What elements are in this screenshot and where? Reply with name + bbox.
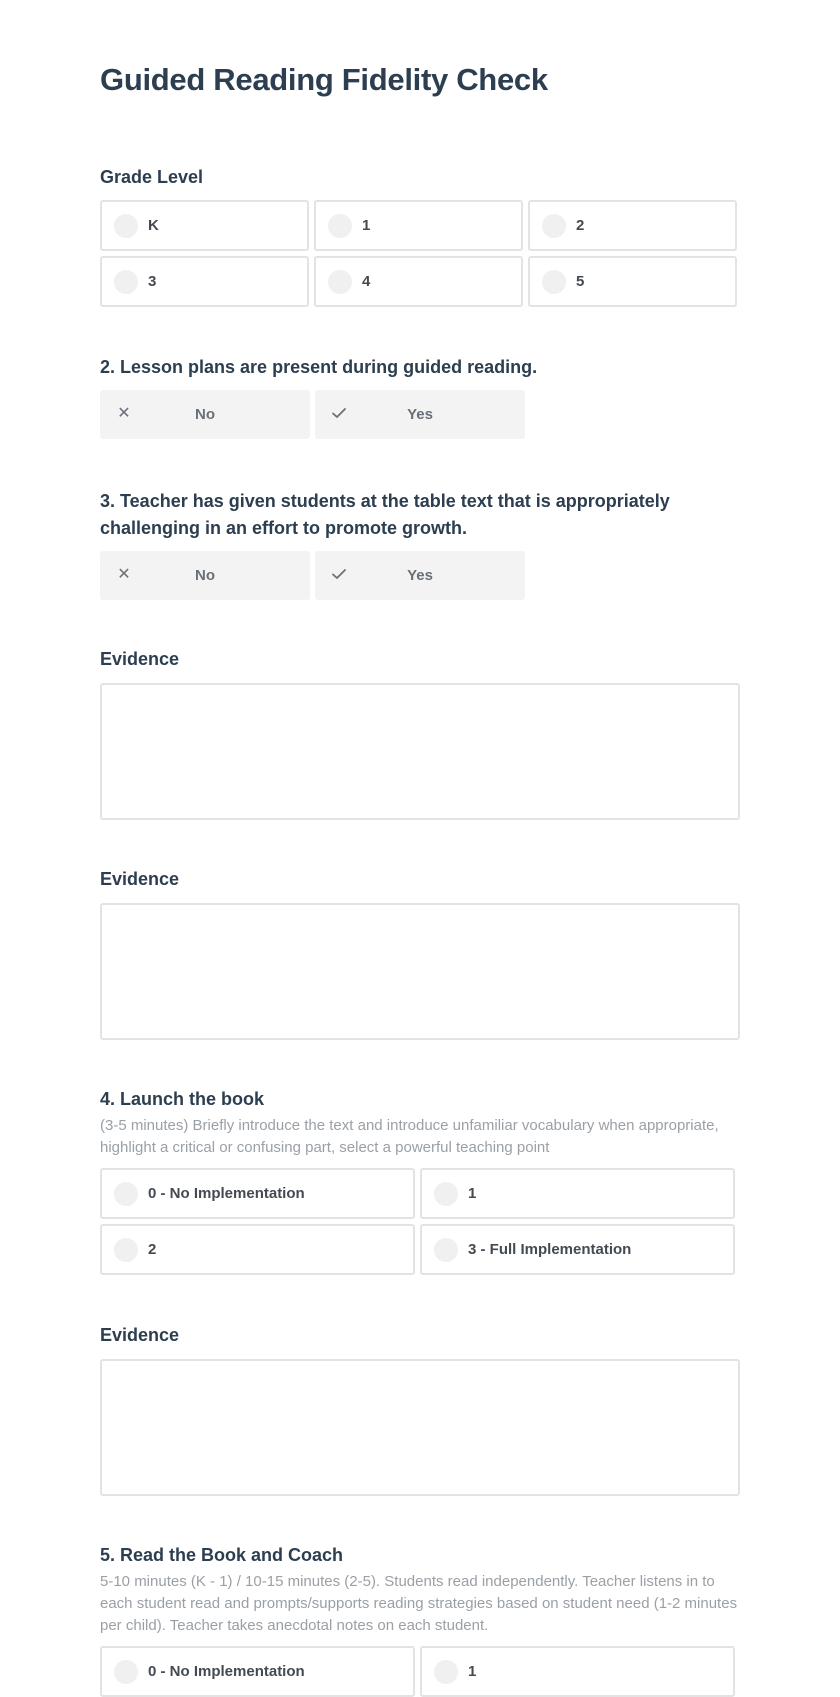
appropriate-text-no-button[interactable] <box>100 551 310 600</box>
evidence-textarea-1[interactable] <box>100 683 740 820</box>
form-title: Guided Reading Fidelity Check <box>100 62 548 97</box>
choice-label: 2 <box>148 1241 157 1258</box>
lesson-plans-yes-button[interactable] <box>315 390 525 439</box>
read-book-option-1[interactable] <box>420 1646 735 1697</box>
choice-label: 0 - No Implementation <box>148 1185 305 1202</box>
grade-option-2[interactable] <box>528 200 737 251</box>
evidence-section-3 <box>100 1322 740 1496</box>
launch-book-option-3[interactable] <box>420 1224 735 1275</box>
yes-label: Yes <box>407 406 433 423</box>
evidence-label: Evidence <box>100 869 180 889</box>
evidence-label: Evidence <box>100 649 180 669</box>
lesson-plans-no-button[interactable] <box>100 390 310 439</box>
radio-circle-icon <box>328 270 352 294</box>
grade-level-options <box>100 200 740 307</box>
launch-book-question <box>100 1086 740 1275</box>
x-icon: ✕ <box>117 566 131 583</box>
x-icon: ✕ <box>117 405 131 422</box>
appropriate-text-question <box>100 488 740 600</box>
grade-option-1[interactable] <box>314 200 523 251</box>
radio-circle-icon <box>114 1238 138 1262</box>
evidence-label: Evidence <box>100 1325 180 1345</box>
yes-label: Yes <box>407 567 433 584</box>
read-book-label: 5. Read the Book and Coach <box>100 1545 344 1565</box>
grade-level-label: Grade Level <box>100 167 204 187</box>
choice-label: 1 <box>468 1663 477 1680</box>
radio-circle-icon <box>114 214 138 238</box>
choice-label: 3 <box>148 273 157 290</box>
launch-book-option-2[interactable] <box>100 1224 415 1275</box>
evidence-textarea-3[interactable] <box>100 1359 740 1496</box>
grade-option-3[interactable] <box>100 256 309 307</box>
appropriate-text-options <box>100 551 740 600</box>
lesson-plans-question <box>100 354 740 439</box>
launch-book-option-1[interactable] <box>420 1168 735 1219</box>
launch-book-option-0[interactable] <box>100 1168 415 1219</box>
radio-circle-icon <box>434 1182 458 1206</box>
radio-circle-icon <box>114 270 138 294</box>
appropriate-text-yes-button[interactable] <box>315 551 525 600</box>
choice-label: 0 - No Implementation <box>148 1663 305 1680</box>
radio-circle-icon <box>114 1182 138 1206</box>
radio-circle-icon <box>542 214 566 238</box>
lesson-plans-label: 2. Lesson plans are present during guided reading. <box>100 357 538 377</box>
radio-circle-icon <box>434 1238 458 1262</box>
read-book-options <box>100 1646 740 1697</box>
appropriate-text-label: 3. Teacher has given students at the table text that is appropriately challenging in an effort to promote growth. <box>100 491 670 538</box>
choice-label: 4 <box>362 273 371 290</box>
read-book-description: 5-10 minutes (K - 1) / 10-15 minutes (2-5). Students read independently. Teacher listens in to each student read and prompts/supports reading strategies based on student need (1-2 minutes per child). Teacher takes anecdotal notes on each student. <box>100 1573 738 1634</box>
evidence-section-2 <box>100 866 740 1040</box>
grade-option-5[interactable] <box>528 256 737 307</box>
choice-label: 1 <box>468 1185 477 1202</box>
no-label: No <box>195 406 215 423</box>
launch-book-description: (3-5 minutes) Briefly introduce the text and introduce unfamiliar vocabulary when appropriate, highlight a critical or confusing part, select a powerful teaching point <box>100 1117 719 1156</box>
launch-book-label: 4. Launch the book <box>100 1089 265 1109</box>
grade-option-k[interactable] <box>100 200 309 251</box>
choice-label: 3 - Full Implementation <box>468 1241 632 1258</box>
choice-label: 2 <box>576 217 585 234</box>
grade-level-question <box>100 164 740 307</box>
evidence-textarea-2[interactable] <box>100 903 740 1040</box>
no-label: No <box>195 567 215 584</box>
read-book-option-0[interactable] <box>100 1646 415 1697</box>
radio-circle-icon <box>542 270 566 294</box>
choice-label: K <box>148 217 159 234</box>
grade-option-4[interactable] <box>314 256 523 307</box>
choice-label: 1 <box>362 217 371 234</box>
choice-label: 5 <box>576 273 585 290</box>
lesson-plans-options <box>100 390 740 439</box>
read-book-question <box>100 1542 740 1697</box>
radio-circle-icon <box>328 214 352 238</box>
launch-book-options <box>100 1168 740 1275</box>
evidence-section-1 <box>100 646 740 820</box>
